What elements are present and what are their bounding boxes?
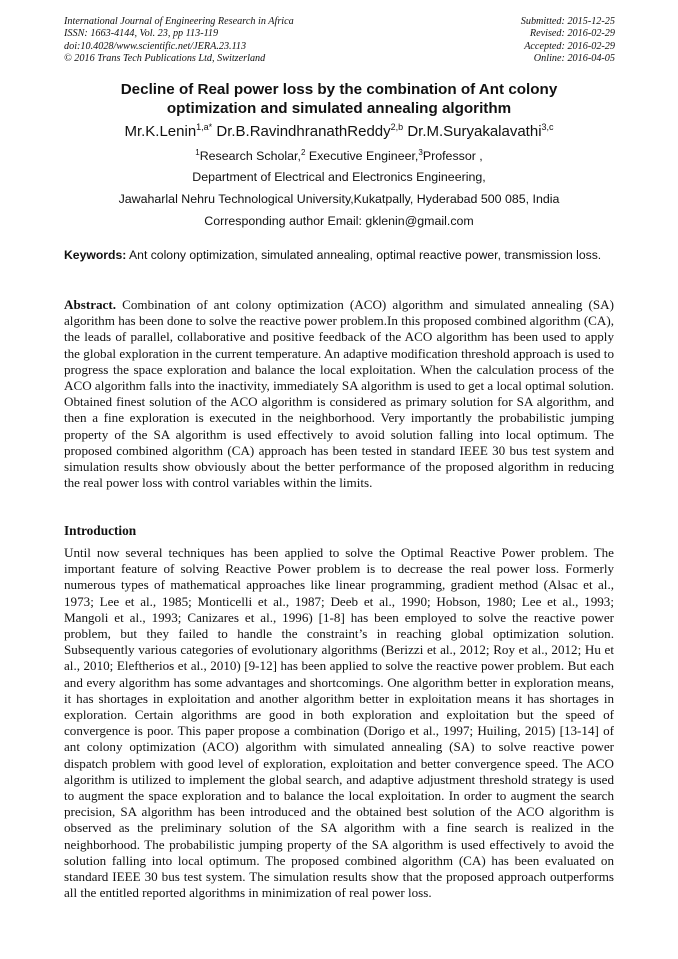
journal-header <box>64 16 294 66</box>
author-name: Dr.M.Suryakalavathi <box>407 123 542 140</box>
online-date: Online: 2016-04-05 <box>533 53 615 65</box>
role-mark: 2 <box>300 148 306 157</box>
title-line-1: Decline of Real power loss by the combination of Ant colony <box>120 81 558 98</box>
journal-issn: ISSN: 1663-4144, Vol. 23, pp 113-119 <box>64 28 219 40</box>
role-text: Research Scholar, <box>199 149 301 163</box>
affiliation-department: Department of Electrical and Electronics Engineering, <box>192 170 486 184</box>
author-name: Dr.B.RavindhranathReddy <box>216 123 391 140</box>
revised-date: Revised: 2016-02-29 <box>529 28 615 40</box>
author-affil-mark: 1,a* <box>196 122 213 132</box>
role-mark: 1 <box>195 148 200 157</box>
abstract-text: Combination of ant colony optimization (ACO) algorithm and simulated annealing (SA) algorithm has been done to solve the reactive power problem.In this proposed combined algorithm (CA), the leads of parallel, collaborative and positive feedback of the ACO algorithm has been used to apply the global exploration in the current temperature. An adaptive modification threshold approach is used to progress the space exploration and balance the local exploitation. When the calculation process of the ACO algorithm falls into the inactivity, immediately SA algorithm is used to get a local optimal solution. Obtained finest solution of the ACO algorithm is considered as primary solution for SA algorithm, and then a fine exploration is executed in the neighborhood. Very importantly the probabilistic jumping property of the SA algorithm is used effectively to avoid solution falling into local optimum. The proposed combined algorithm (CA) approach has been tested in standard IEEE 30 bus test system and simulation results show obviously about the better performance of the proposed algorithm in reducing the real power loss with control variables within the limits. <box>64 297 614 491</box>
paper-title <box>64 80 614 118</box>
role-text: Executive Engineer, <box>308 149 419 163</box>
affiliation-university: Jawaharlal Nehru Technological University,Kukatpally, Hyderabad 500 085, India <box>118 192 560 206</box>
submitted-date: Submitted: 2015-12-25 <box>520 16 615 27</box>
role-text: Professor , <box>422 149 483 163</box>
author-affil-mark: 2,b <box>390 122 404 132</box>
role-mark: 3 <box>418 148 423 157</box>
keywords-label: Keywords: <box>64 248 127 262</box>
keywords <box>64 248 614 263</box>
section-heading-introduction: Introduction <box>64 523 137 538</box>
journal-doi: doi:10.4028/www.scientific.net/JERA.23.113 <box>64 40 247 52</box>
author-name: Mr.K.Lenin <box>124 123 197 140</box>
corresponding-email: Corresponding author Email: gklenin@gmail.com <box>204 214 474 228</box>
dates-header <box>521 16 615 66</box>
affiliation-roles <box>40 149 638 164</box>
journal-name: International Journal of Engineering Research in Africa <box>64 16 294 27</box>
accepted-date: Accepted: 2016-02-29 <box>524 40 615 52</box>
author-affil-mark: 3,c <box>541 122 554 132</box>
introduction-body: Until now several techniques has been applied to solve the Optimal Reactive Power problem. The important feature of solving Reactive Power problem is to decrease the real power loss. Formerly numerous types of mathematical approaches like linear programming, gradient method (Alsac et al., 1973; Lee et al., 1985; Monticelli et al., 1987; Deeb et al., 1990; Hobson, 1980; Lee et al., 1993; Mangoli et al., 1993; Canizares et al., 1996) [1-8] has been employed to solve the reactive power problem, but they failed to handle the constraint’s in reaching global optimization solution. Subsequently various categories of evolutionary algorithms (Berizzi et al., 2012; Roy et al., 2012; Hu et al., 2010; Eleftherios et al., 2010) [9-12] has been applied to solve the reactive power problem. But each and every algorithm has some advantages and shortcomings. One algorithm better in exploration means, it has shortages in exploitation and another algorithm better in exploitation means it has shortages in exploration. Certain algorithms are good in both exploration and exploitation but the speed of convergence is poor. This paper propose a combination (Dorigo et al., 1997; Huiling, 2015) [13-14] of ant colony optimization (ACO) algorithm with simulated annealing (SA) to solve reactive power dispatch problem with good level of exploration, exploitation and better convergence speed. The ACO algorithm is utilized to implement the global search, and adaptive adjustment threshold strategy is used to augment the space exploration and to balance the local exploitation. In order to augment the search precision, SA algorithm has been introduced and the obtained best solution of the ACO algorithm is observed as the preliminary solution of the SA algorithm with a fine search is realized in the neighborhood. The probabilistic jumping property of the SA algorithm is used effectively to avoid the solution falling into local optimum. The proposed combined algorithm (CA) has been evaluated on standard IEEE 30 bus test system. The simulation results show that the proposed approach outperforms all the entitled reported algorithms in minimization of real power loss. <box>64 545 614 901</box>
abstract-label: Abstract. <box>64 297 116 312</box>
author-list <box>64 122 614 141</box>
journal-copyright: © 2016 Trans Tech Publications Ltd, Switzerland <box>64 53 266 65</box>
keywords-text: Ant colony optimization, simulated annealing, optimal reactive power, transmission loss. <box>129 248 602 262</box>
abstract <box>64 297 614 491</box>
title-line-2: optimization and simulated annealing algorithm <box>166 100 512 117</box>
